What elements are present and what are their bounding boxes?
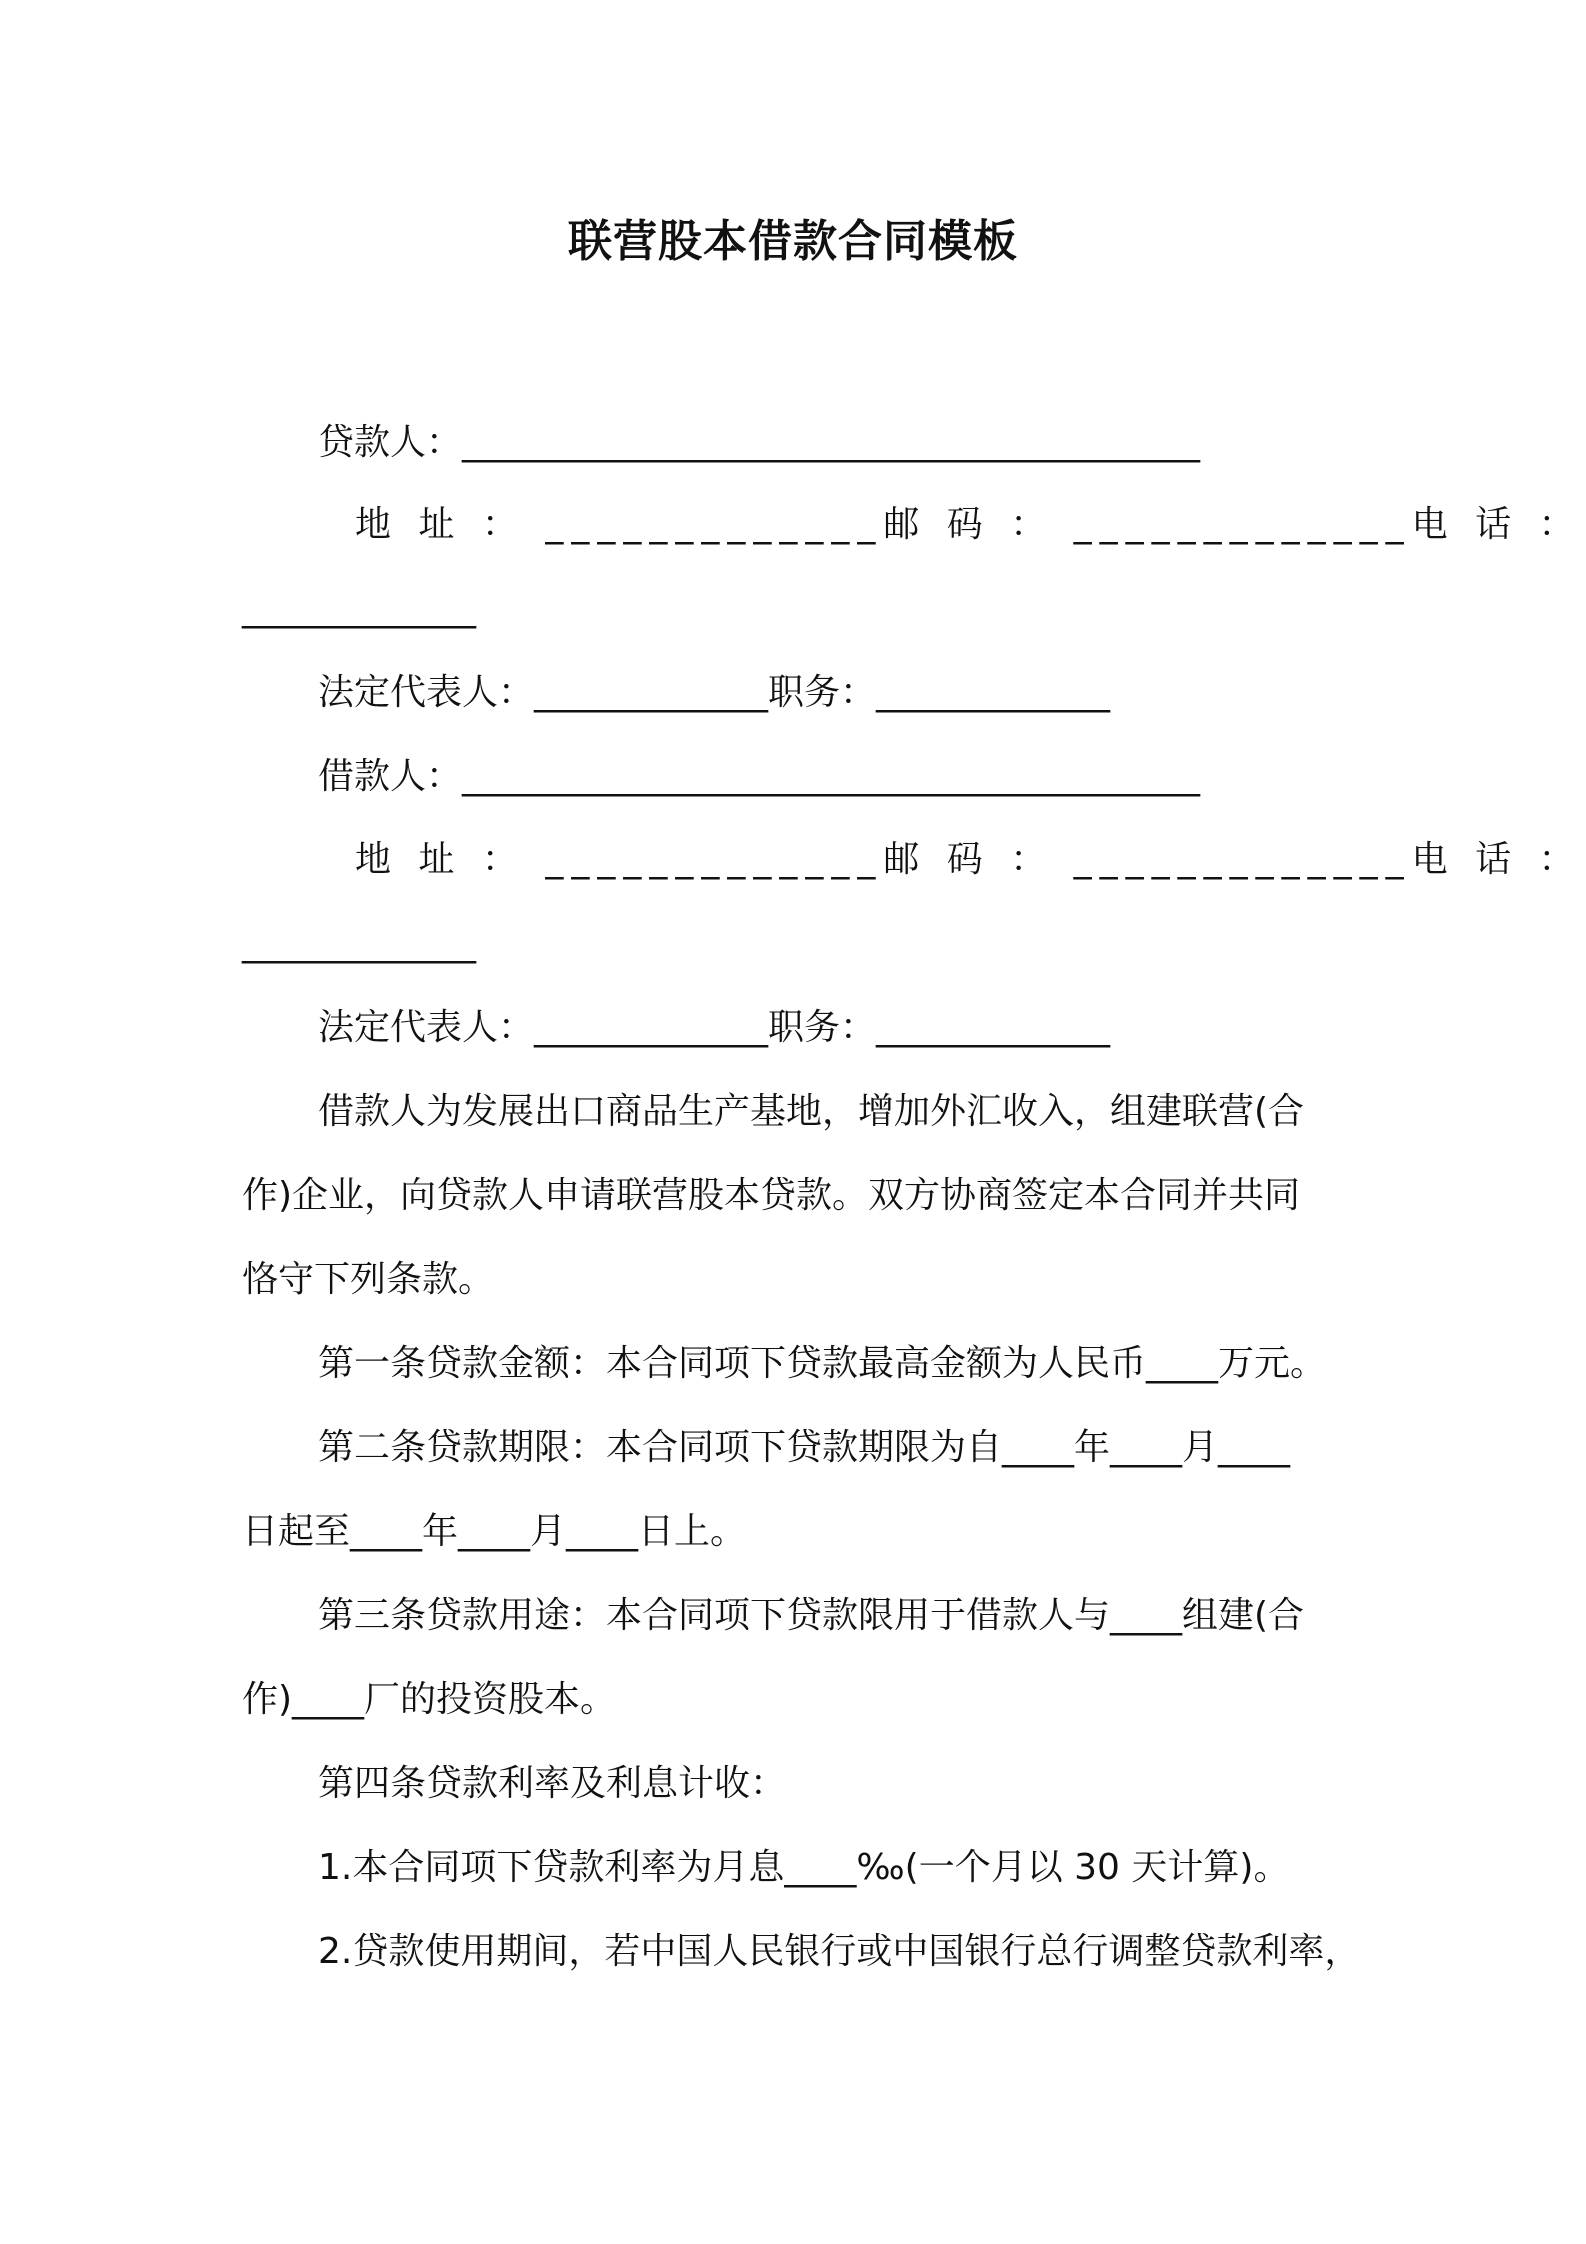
lender-representative-line: 法定代表人：_____________职务：_____________: [318, 672, 1111, 713]
article-4-item-1: 1.本合同项下贷款利率为月息____‰(一个月以 30 天计算)。: [318, 1847, 1290, 1888]
article-2-line: 日起至____年____月____日上。: [242, 1511, 747, 1552]
article-3-line: 第三条贷款用途：本合同项下贷款限用于借款人与____组建(合: [318, 1595, 1305, 1636]
borrower-contact-line: 地 址 ： _____________邮 码 ： _____________电 话 ：: [355, 839, 1583, 880]
article-1-line: 第一条贷款金额：本合同项下贷款最高金额为人民币____万元。: [318, 1343, 1327, 1384]
article-2-line: 第二条贷款期限：本合同项下贷款期限为自____年____月____: [318, 1427, 1291, 1468]
borrower-line: 借款人：_________________________________________: [318, 756, 1201, 797]
borrower-representative-line: 法定代表人：_____________职务：_____________: [318, 1007, 1111, 1048]
body-paragraph-line: 恪守下列条款。: [242, 1259, 495, 1300]
body-paragraph-line: 借款人为发展出口商品生产基地，增加外汇收入，组建联营(合: [318, 1091, 1305, 1132]
body-paragraph-line: 作)企业，向贷款人申请联营股本贷款。双方协商签定本合同并共同: [242, 1175, 1301, 1216]
article-4-item-2: 2.贷款使用期间，若中国人民银行或中国银行总行调整贷款利率，: [318, 1931, 1361, 1972]
article-3-line: 作)____厂的投资股本。: [242, 1679, 617, 1720]
lender-contact-line: 地 址 ： _____________邮 码 ： _____________电 话 ：: [355, 504, 1583, 545]
lender-line: 贷款人：_________________________________________: [318, 422, 1201, 463]
lender-phone-blank: _____________: [242, 588, 476, 629]
borrower-phone-blank: _____________: [242, 923, 476, 964]
document-title: 联营股本借款合同模板: [568, 216, 1018, 267]
article-4-heading: 第四条贷款利率及利息计收：: [318, 1763, 787, 1804]
